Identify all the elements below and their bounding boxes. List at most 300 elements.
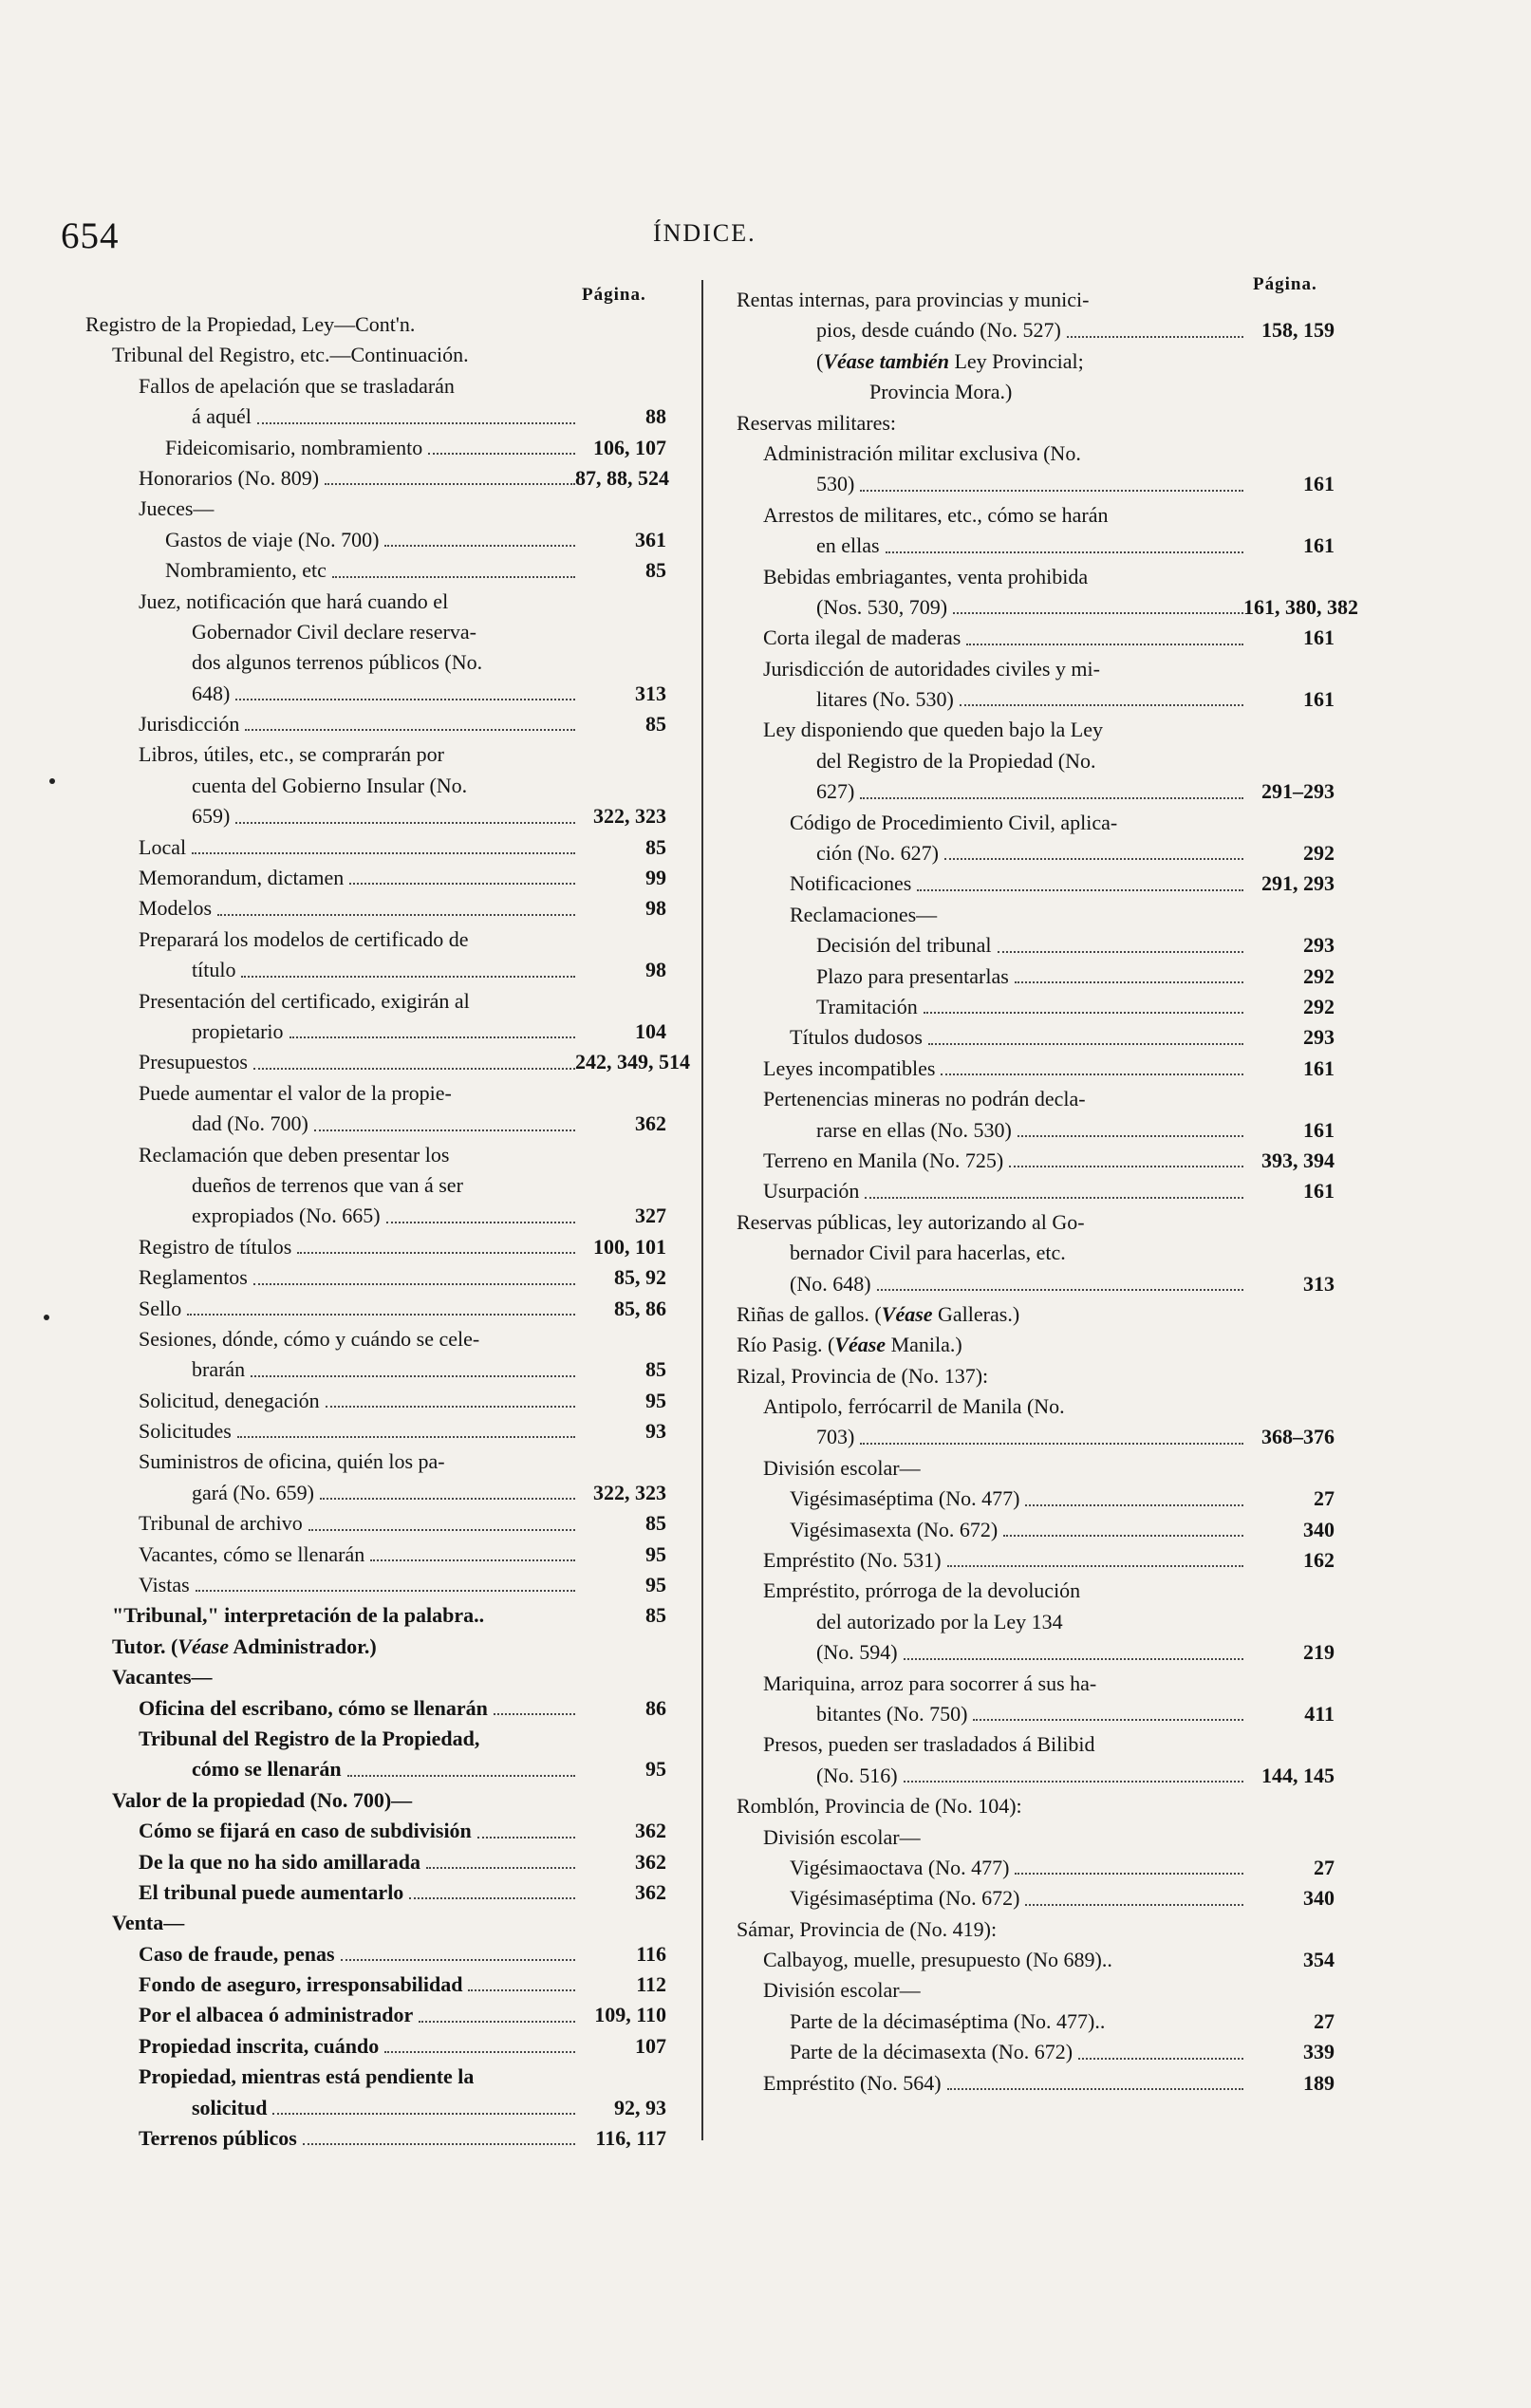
entry-text-part: Tutor. ( — [112, 1633, 178, 1658]
dot-leader — [886, 551, 1243, 553]
page-reference: 161 — [1303, 687, 1335, 712]
dot-leader — [314, 1129, 575, 1131]
entry-text: Vigésimasexta (No. 672) — [790, 1517, 999, 1541]
index-entry — [85, 709, 666, 739]
dot-leader — [217, 914, 575, 916]
page-reference: 27 — [1314, 1855, 1335, 1879]
dot-leader — [865, 1197, 1243, 1199]
entry-text: (Nos. 530, 709) — [816, 594, 948, 619]
index-entry — [85, 647, 666, 678]
entry-text: Terrenos públicos — [139, 2126, 297, 2151]
page-reference: 322, 323 — [593, 804, 666, 829]
entry-text: solicitud — [192, 2095, 268, 2119]
index-entry — [85, 893, 666, 924]
left-column-page-label: Página. — [582, 285, 646, 305]
entry-text: Gastos de viaje (No. 700) — [165, 527, 380, 551]
index-entry — [737, 1299, 1335, 1330]
index-entry — [737, 1146, 1335, 1176]
page-reference: 368–376 — [1261, 1425, 1335, 1449]
index-entry — [85, 771, 666, 801]
index-entry — [737, 838, 1335, 868]
index-entry — [737, 2068, 1335, 2099]
index-entry — [85, 1078, 666, 1109]
entry-text: Local — [139, 834, 187, 859]
entry-text: Solicitud, denegación — [139, 1388, 320, 1412]
index-entry — [85, 1724, 666, 1754]
dot-leader — [860, 797, 1243, 799]
entry-text: Vigésimaséptima (No. 672) — [790, 1886, 1020, 1911]
index-entry — [737, 808, 1335, 838]
dot-leader — [477, 1837, 575, 1839]
dot-leader — [253, 1068, 575, 1070]
index-entry — [737, 623, 1335, 653]
index-entry — [85, 1140, 666, 1170]
page-reference: 85 — [645, 1357, 666, 1382]
dot-leader — [257, 422, 575, 424]
entry-text: Jurisdicción de autoridades civiles y mi- — [763, 656, 1100, 681]
index-entry — [85, 2031, 666, 2062]
dot-leader — [960, 704, 1243, 706]
index-entry — [85, 401, 666, 432]
index-entry — [737, 1791, 1335, 1821]
index-entry — [737, 531, 1335, 561]
index-entry — [737, 1054, 1335, 1084]
entry-text: Reservas militares: — [737, 410, 897, 435]
page-reference: 85 — [645, 712, 666, 737]
page-reference: 362 — [635, 1111, 666, 1136]
page-reference: 95 — [645, 1573, 666, 1597]
page-reference: 242, 349, 514 — [575, 1050, 690, 1074]
index-entry — [85, 1508, 666, 1539]
index-entry — [737, 1822, 1335, 1853]
page-reference: 93 — [645, 1419, 666, 1444]
index-entry — [737, 315, 1335, 345]
page-reference: 107 — [635, 2033, 666, 2058]
index-entry — [85, 1262, 666, 1293]
index-entry — [85, 2093, 666, 2123]
entry-text: gará (No. 659) — [192, 1480, 314, 1504]
entry-text: Presupuestos — [139, 1050, 248, 1074]
index-entry — [737, 1361, 1335, 1391]
page-reference: 106, 107 — [593, 435, 666, 459]
index-entry — [737, 654, 1335, 684]
dot-leader — [289, 1036, 575, 1038]
page-reference: 361 — [635, 527, 666, 551]
page-reference: 116, 117 — [595, 2126, 666, 2151]
see-reference: Véase también — [823, 348, 949, 373]
entry-text: "Tribunal," interpretación de la palabra.. — [112, 1603, 485, 1628]
entry-text: Reclamación que deben presentar los — [139, 1142, 450, 1167]
dot-leader — [325, 483, 575, 485]
index-entry — [85, 1540, 666, 1570]
entry-text: 648) — [192, 681, 231, 705]
dot-leader — [235, 699, 575, 700]
index-entry — [85, 986, 666, 1017]
index-entry — [85, 1017, 666, 1047]
page-reference: 293 — [1303, 1025, 1335, 1050]
entry-text: Presos, pueden ser trasladados á Bilibid — [763, 1732, 1095, 1757]
entry-text: pios, desde cuándo (No. 527) — [816, 318, 1061, 343]
index-entry — [737, 1914, 1335, 1945]
page-reference: 85 — [645, 558, 666, 583]
page-reference: 92, 93 — [614, 2095, 666, 2119]
page-reference: 340 — [1303, 1886, 1335, 1911]
dot-leader — [1015, 981, 1243, 983]
index-entry — [737, 776, 1335, 807]
entry-text: Nombramiento, etc — [165, 558, 327, 583]
running-title: ÍNDICE. — [653, 219, 756, 247]
entry-text: (No. 516) — [816, 1763, 898, 1787]
entry-text-part: Ley Provincial; — [948, 348, 1084, 373]
index-entry — [737, 1484, 1335, 1514]
page-reference: 85, 86 — [614, 1296, 666, 1320]
index-entry — [85, 1386, 666, 1416]
entry-text: Romblón, Provincia de (No. 104): — [737, 1794, 1022, 1819]
entry-text: Administración militar exclusiva (No. — [763, 440, 1081, 465]
entry-text: ción (No. 627) — [816, 841, 939, 866]
entry-text: Suministros de oficina, quién los pa- — [139, 1449, 445, 1474]
entry-text: Vacantes— — [112, 1665, 213, 1689]
index-entry — [85, 863, 666, 893]
entry-text: Vigésimaséptima (No. 477) — [790, 1486, 1020, 1511]
dot-leader — [370, 1559, 575, 1561]
page-reference: 104 — [635, 1018, 666, 1043]
entry-text: Reservas públicas, ley autorizando al Go- — [737, 1209, 1085, 1234]
entry-text — [737, 1302, 1019, 1326]
see-reference: Véase — [834, 1333, 887, 1357]
page-reference: 161 — [1303, 1055, 1335, 1080]
page-reference: 340 — [1303, 1517, 1335, 1541]
entry-text: Sesiones, dónde, cómo y cuándo se cele- — [139, 1326, 480, 1351]
entry-text — [816, 349, 1084, 373]
index-entry — [85, 1232, 666, 1262]
entry-text: Empréstito (No. 564) — [763, 2070, 942, 2095]
entry-text: bitantes (No. 750) — [816, 1701, 968, 1726]
entry-text: Vistas — [139, 1573, 190, 1597]
right-column-page-label: Página. — [1253, 274, 1317, 294]
index-entry — [85, 617, 666, 647]
page-reference: 313 — [1303, 1271, 1335, 1296]
page-reference: 313 — [635, 681, 666, 705]
index-entry — [737, 684, 1335, 715]
index-entry — [85, 1201, 666, 1231]
index-entry — [85, 463, 669, 494]
page-reference: 85 — [645, 834, 666, 859]
index-entry — [85, 1877, 666, 1908]
dot-leader — [320, 1498, 575, 1500]
entry-text: Notificaciones — [790, 871, 912, 896]
entry-text: Propiedad inscrita, cuándo — [139, 2033, 380, 2058]
entry-text: á aquél — [192, 404, 252, 429]
entry-text-part: Río Pasig. ( — [737, 1333, 835, 1357]
entry-text: Valor de la propiedad (No. 700)— — [112, 1787, 413, 1812]
index-entry — [85, 1939, 666, 1969]
index-entry — [737, 1022, 1335, 1053]
index-entry — [85, 1600, 666, 1631]
page-reference: 85, 92 — [614, 1265, 666, 1290]
entry-text-part: Administrador.) — [229, 1633, 377, 1658]
index-entry — [737, 1453, 1335, 1484]
page-reference: 291, 293 — [1261, 871, 1335, 896]
page-reference: 85 — [645, 1511, 666, 1536]
index-entry — [737, 1637, 1335, 1668]
page-reference: 112 — [636, 1972, 666, 1997]
entry-text: 530) — [816, 472, 855, 496]
entry-text: título — [192, 958, 236, 982]
entry-text: Oficina del escribano, cómo se llenarán — [139, 1695, 488, 1720]
dot-leader — [341, 1959, 575, 1961]
entry-text: Mariquina, arroz para socorrer á sus ha- — [763, 1671, 1097, 1695]
entry-text: Bebidas embriagantes, venta prohibida — [763, 564, 1089, 588]
index-entry — [737, 1238, 1335, 1268]
index-entry — [85, 1847, 666, 1877]
index-entry — [737, 992, 1335, 1022]
entry-text: Sámar, Provincia de (No. 419): — [737, 1916, 998, 1941]
dot-leader — [917, 889, 1243, 891]
entry-text: (No. 594) — [816, 1640, 898, 1665]
index-entry — [85, 832, 666, 863]
entry-text: Puede aumentar el valor de la propie- — [139, 1080, 452, 1105]
entry-text: del Registro de la Propiedad (No. — [816, 748, 1096, 773]
page-number: 654 — [61, 215, 120, 256]
entry-text: Modelos — [139, 896, 212, 921]
entry-text: Vigésimaoctava (No. 477) — [790, 1855, 1010, 1879]
page-reference: 189 — [1303, 2070, 1335, 2095]
page-reference: 158, 159 — [1261, 318, 1335, 343]
index-entry — [85, 1693, 666, 1724]
entry-text: De la que no ha sido amillarada — [139, 1849, 421, 1874]
dot-leader — [941, 1073, 1243, 1075]
page-reference: 95 — [645, 1388, 666, 1412]
dot-leader — [947, 2088, 1243, 2090]
index-entry — [85, 739, 666, 770]
index-entry — [737, 1607, 1335, 1637]
entry-text: propietario — [192, 1018, 284, 1043]
index-entry — [737, 1515, 1335, 1545]
entry-text: Jueces— — [139, 496, 215, 521]
index-entry — [737, 1699, 1335, 1729]
entry-text: Tribunal de archivo — [139, 1511, 303, 1536]
dot-leader — [860, 1443, 1243, 1445]
index-entry — [85, 924, 666, 955]
dot-leader — [237, 1436, 575, 1438]
dot-leader — [860, 490, 1243, 492]
entry-text: Terreno en Manila (No. 725) — [763, 1148, 1004, 1172]
entry-text: Propiedad, mientras está pendiente la — [139, 2064, 475, 2089]
dot-leader — [1025, 1904, 1243, 1906]
index-entry — [737, 1853, 1335, 1883]
entry-text: 659) — [192, 804, 231, 829]
see-reference: Véase — [881, 1301, 933, 1326]
dot-leader — [1003, 1535, 1243, 1537]
scan-speck — [49, 778, 55, 784]
index-entry — [737, 1669, 1335, 1699]
page-reference: 362 — [635, 1849, 666, 1874]
dot-leader — [384, 2051, 575, 2053]
entry-text-part: Riñas de gallos. ( — [737, 1301, 882, 1326]
page-reference: 219 — [1303, 1640, 1335, 1665]
index-entry — [85, 1170, 666, 1201]
index-entry — [737, 1761, 1335, 1791]
entry-text: dad (No. 700) — [192, 1111, 308, 1136]
index-entry — [737, 439, 1335, 469]
dot-leader — [326, 1406, 575, 1408]
dot-leader — [187, 1314, 575, 1316]
index-entry — [737, 746, 1335, 776]
entry-text: Honorarios (No. 809) — [139, 465, 320, 490]
entry-text: rarse en ellas (No. 530) — [816, 1117, 1012, 1142]
index-entry — [85, 1416, 666, 1447]
index-entry — [737, 1391, 1335, 1422]
index-column-left — [85, 309, 690, 2154]
dot-leader — [386, 1222, 575, 1223]
entry-text: Preparará los modelos de certificado de — [139, 926, 469, 951]
page-reference: 99 — [645, 866, 666, 890]
index-entry — [737, 1729, 1335, 1760]
page-reference: 161 — [1303, 472, 1335, 496]
entry-text: Por el albacea ó administrador — [139, 2003, 414, 2027]
dot-leader — [973, 1719, 1243, 1721]
dot-leader — [241, 976, 575, 978]
entry-text: Ley disponiendo que queden bajo la Ley — [763, 718, 1104, 742]
index-entry — [85, 1354, 666, 1385]
page-reference: 109, 110 — [594, 2003, 666, 2027]
index-entry — [85, 1785, 666, 1816]
page-reference: 291–293 — [1261, 779, 1335, 804]
index-entry — [85, 555, 666, 586]
entry-text: 703) — [816, 1425, 855, 1449]
entry-text: litares (No. 530) — [816, 687, 954, 712]
page-reference: 411 — [1304, 1701, 1335, 1726]
dot-leader — [272, 2113, 575, 2115]
entry-text: Libros, útiles, etc., se comprarán por — [139, 742, 444, 767]
index-entry — [737, 1576, 1335, 1606]
dot-leader — [944, 858, 1243, 860]
entry-text: Vacantes, cómo se llenarán — [139, 1541, 365, 1566]
index-entry — [85, 1570, 666, 1600]
index-entry — [737, 377, 1335, 407]
index-entry — [85, 1109, 666, 1139]
page-reference: 161 — [1303, 533, 1335, 558]
index-entry — [737, 2007, 1335, 2037]
entry-text: (No. 648) — [790, 1271, 871, 1296]
entry-text: Pertenencias mineras no podrán decla- — [763, 1087, 1086, 1111]
index-entry — [737, 1269, 1335, 1299]
index-entry — [737, 868, 1335, 899]
entry-text: Rizal, Provincia de (No. 137): — [737, 1363, 989, 1388]
dot-leader — [494, 1713, 575, 1715]
dot-leader — [904, 1781, 1243, 1783]
entry-text: Parte de la décimaséptima (No. 477).. — [790, 2008, 1106, 2033]
page-reference: 393, 394 — [1261, 1148, 1335, 1172]
dot-leader — [419, 2021, 575, 2023]
page-reference: 354 — [1303, 1948, 1335, 1972]
index-entry — [85, 955, 666, 985]
entry-text: Gobernador Civil declare reserva- — [192, 619, 476, 644]
entry-text: Rentas internas, para provincias y munici- — [737, 288, 1090, 311]
dot-leader — [384, 545, 575, 547]
index-entry — [85, 1632, 666, 1662]
index-entry — [85, 801, 666, 831]
entry-text: dueños de terrenos que van á ser — [192, 1172, 463, 1197]
index-entry — [737, 1330, 1335, 1360]
entry-text: Tramitación — [816, 994, 918, 1018]
index-entry — [737, 1975, 1335, 2006]
page-reference: 95 — [645, 1541, 666, 1566]
page-reference: 87, 88, 524 — [575, 465, 669, 490]
index-entry — [85, 1294, 666, 1324]
index-entry — [737, 469, 1335, 499]
entry-text: Fallos de apelación que se trasladarán — [139, 373, 455, 398]
index-entry — [737, 592, 1358, 623]
entry-text: Fondo de aseguro, irresponsabilidad — [139, 1972, 463, 1997]
index-entry — [737, 346, 1335, 377]
dot-leader — [251, 1375, 575, 1377]
index-entry — [737, 930, 1335, 961]
dot-leader — [428, 453, 575, 455]
page-reference: 293 — [1303, 933, 1335, 958]
entry-text: Registro de títulos — [139, 1234, 292, 1259]
dot-leader — [1015, 1873, 1243, 1875]
entry-text: Juez, notificación que hará cuando el — [139, 588, 449, 613]
index-entry — [85, 1908, 666, 1938]
dot-leader — [966, 644, 1243, 645]
page-reference: 27 — [1314, 2008, 1335, 2033]
page-reference: 362 — [635, 1879, 666, 1904]
index-entry — [737, 2037, 1335, 2067]
entry-text: Títulos dudosos — [790, 1025, 923, 1050]
page-reference: 116 — [636, 1941, 666, 1966]
page-reference: 144, 145 — [1261, 1763, 1335, 1787]
entry-text-part: Galleras.) — [932, 1301, 1020, 1326]
dot-leader — [308, 1529, 575, 1531]
index-entry — [85, 1447, 666, 1477]
entry-text: División escolar— — [763, 1978, 921, 2003]
entry-text: cómo se llenarán — [192, 1757, 342, 1782]
entry-text: Presentación del certificado, exigirán al — [139, 988, 470, 1013]
index-entry — [85, 587, 666, 617]
entry-text: dos algunos terrenos públicos (No. — [192, 650, 483, 675]
entry-text: Antipolo, ferrócarril de Manila (No. — [763, 1394, 1065, 1419]
dot-leader — [468, 1989, 575, 1991]
dot-leader — [297, 1252, 575, 1254]
entry-text: Parte de la décimasexta (No. 672) — [790, 2040, 1074, 2064]
index-entry — [85, 2062, 666, 2092]
entry-text: expropiados (No. 665) — [192, 1204, 381, 1228]
entry-text: División escolar— — [763, 1455, 921, 1480]
entry-text: Usurpación — [763, 1179, 860, 1204]
dot-leader — [1078, 2058, 1243, 2060]
index-entry — [85, 1662, 666, 1692]
page-reference: 161 — [1303, 1179, 1335, 1204]
dot-leader — [245, 729, 575, 731]
entry-text: cuenta del Gobierno Insular (No. — [192, 773, 468, 797]
entry-text: El tribunal puede aumentarlo — [139, 1879, 404, 1904]
index-entry — [737, 715, 1335, 745]
index-entry — [737, 1422, 1335, 1452]
index-entry — [737, 900, 1335, 930]
index-entry — [737, 1883, 1335, 1913]
entry-text: Leyes incompatibles — [763, 1055, 936, 1080]
index-entry — [737, 961, 1335, 992]
index-entry — [85, 525, 666, 555]
dot-leader — [877, 1289, 1243, 1291]
entry-text-part: ( — [816, 348, 824, 373]
column-divider — [701, 280, 703, 2140]
dot-leader — [347, 1775, 575, 1777]
entry-text: Cómo se fijará en caso de subdivisión — [139, 1819, 472, 1843]
page-reference: 161, 380, 382 — [1243, 594, 1358, 619]
